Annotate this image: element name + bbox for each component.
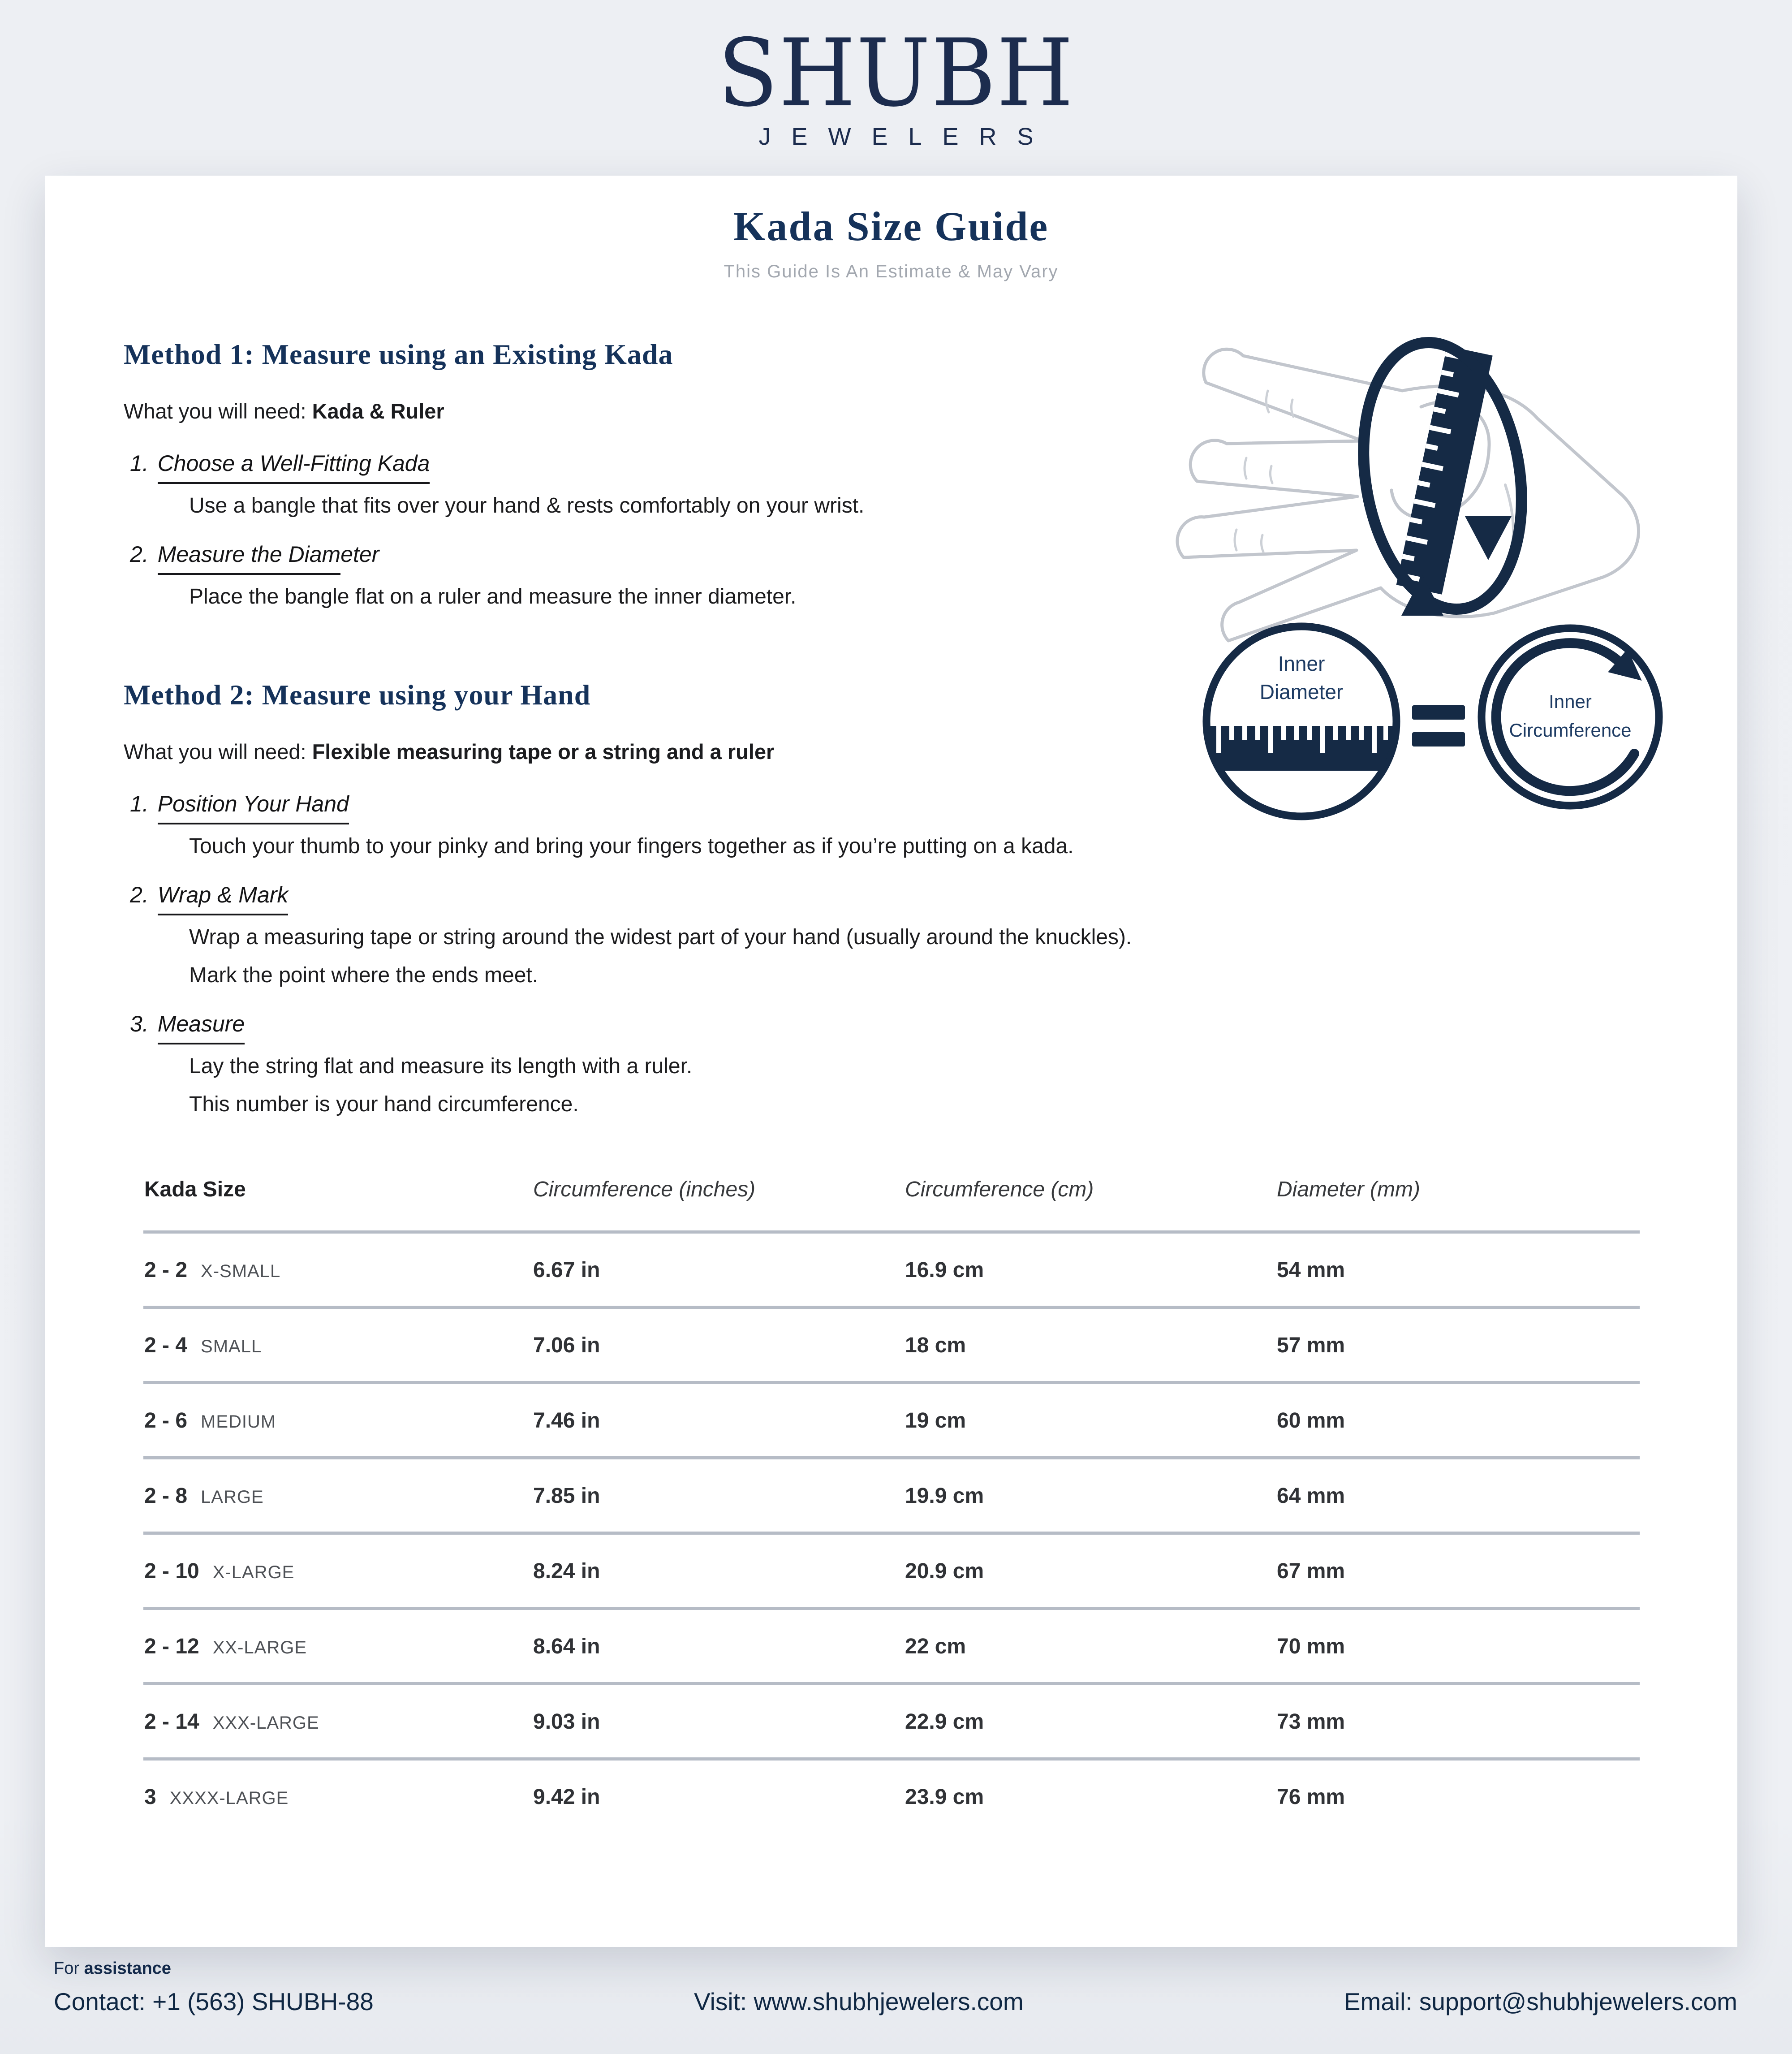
method-1-need-line xyxy=(124,399,1221,423)
step-number: 1. xyxy=(130,791,149,816)
circumference-inches-value: 9.03 in xyxy=(533,1710,600,1734)
brand-logo: SHUBH xyxy=(718,19,1074,128)
circumference-inches-value: 7.46 in xyxy=(533,1409,600,1433)
table-row xyxy=(143,1682,1640,1757)
circumference-inches-value: 9.42 in xyxy=(533,1785,600,1809)
column-header-diameter-mm: Diameter (mm) xyxy=(1277,1178,1420,1201)
need-items: Kada & Ruler xyxy=(312,399,444,423)
step-title-text: Measure xyxy=(158,1011,245,1044)
step-number: 2. xyxy=(130,882,149,907)
circumference-cm-value: 16.9 cm xyxy=(905,1258,984,1282)
inner-circumference-circle xyxy=(1482,628,1659,806)
table-row xyxy=(143,1381,1640,1456)
size-fit-label: XXX-LARGE xyxy=(212,1713,319,1733)
size-cell xyxy=(144,1634,533,1659)
method-2-need-line xyxy=(124,739,1221,764)
circumference-cm-value: 19.9 cm xyxy=(905,1484,984,1508)
footer xyxy=(54,1959,1737,2016)
contact-phone: Contact: +1 (563) SHUBH-88 xyxy=(54,1988,374,2015)
assistance-note xyxy=(54,1959,1737,1978)
step-description: Place the bangle flat on a ruler and measure the inner diameter. xyxy=(189,585,797,608)
step-description: This number is your hand circumference. xyxy=(189,1092,579,1116)
table-row xyxy=(143,1306,1640,1381)
size-fit-label: XXXX-LARGE xyxy=(169,1788,289,1808)
circumference-cm-value: 18 cm xyxy=(905,1333,966,1357)
diameter-mm-value: 70 mm xyxy=(1277,1635,1345,1658)
size-cell xyxy=(144,1408,533,1433)
diameter-mm-value: 76 mm xyxy=(1277,1785,1345,1809)
step-number: 3. xyxy=(130,1011,149,1036)
circumference-inches-value: 7.85 in xyxy=(533,1484,600,1508)
size-code: 2 - 4 xyxy=(144,1333,188,1357)
circumference-inches-value: 8.64 in xyxy=(533,1635,600,1658)
size-cell xyxy=(144,1333,533,1358)
step-description: Wrap a measuring tape or string around the widest part of your hand (usually around the knuckles). xyxy=(189,925,1132,949)
size-cell xyxy=(144,1258,533,1282)
size-cell xyxy=(144,1709,533,1734)
inner-circumference-label-line2: Circumference xyxy=(1509,720,1632,741)
circumference-inches-value: 7.06 in xyxy=(533,1333,600,1357)
size-table xyxy=(143,1177,1640,1833)
diameter-mm-value: 73 mm xyxy=(1277,1710,1345,1734)
table-row xyxy=(143,1230,1640,1306)
size-fit-label: XX-LARGE xyxy=(212,1638,307,1657)
circumference-cm-value: 22.9 cm xyxy=(905,1710,984,1734)
contact-row xyxy=(54,1987,1737,2016)
circumference-inches-value: 6.67 in xyxy=(533,1258,600,1282)
size-table-header xyxy=(143,1177,1640,1230)
page-subtitle: This Guide Is An Estimate & May Vary xyxy=(724,262,1059,281)
assistance-prefix: For xyxy=(54,1959,84,1978)
guide-card xyxy=(45,176,1737,1947)
size-cell xyxy=(144,1559,533,1584)
inner-diameter-label-line2: Diameter xyxy=(1259,680,1344,703)
step-number: 2. xyxy=(130,542,149,567)
size-fit-label: X-LARGE xyxy=(212,1562,295,1582)
need-prefix: What you will need: xyxy=(124,399,312,423)
size-fit-label: MEDIUM xyxy=(201,1412,276,1432)
diameter-mm-value: 60 mm xyxy=(1277,1409,1345,1433)
step-title-text: Position Your Hand xyxy=(158,791,349,824)
size-cell xyxy=(144,1785,533,1809)
step xyxy=(130,1011,1429,1117)
need-items: Flexible measuring tape or a string and a ruler xyxy=(312,740,775,764)
step-title-text: Choose a Well-Fitting Kada xyxy=(158,451,430,484)
size-code: 3 xyxy=(144,1785,156,1809)
size-cell xyxy=(144,1484,533,1508)
contact-website: Visit: www.shubhjewelers.com xyxy=(694,1988,1024,2015)
inner-circumference-label-line1: Inner xyxy=(1549,691,1592,712)
inner-diameter-label-line1: Inner xyxy=(1278,652,1325,675)
hand-outline-icon xyxy=(1177,349,1639,641)
size-code: 2 - 12 xyxy=(144,1635,199,1658)
column-header-circumference-inches: Circumference (inches) xyxy=(533,1178,756,1201)
table-row xyxy=(143,1607,1640,1682)
circumference-cm-value: 19 cm xyxy=(905,1409,966,1433)
size-code: 2 - 14 xyxy=(144,1710,199,1734)
size-code: 2 - 10 xyxy=(144,1559,199,1583)
circumference-cm-value: 23.9 cm xyxy=(905,1785,984,1809)
need-prefix: What you will need: xyxy=(124,740,312,764)
table-row xyxy=(143,1456,1640,1532)
step-title-text: Wrap & Mark xyxy=(158,882,289,915)
step-title-rest: eter xyxy=(340,542,379,567)
circumference-inches-value: 8.24 in xyxy=(533,1559,600,1583)
column-header-circumference-cm: Circumference (cm) xyxy=(905,1178,1094,1201)
table-row xyxy=(143,1532,1640,1607)
ruler-band-icon xyxy=(1206,726,1396,771)
column-header-kada-size: Kada Size xyxy=(144,1178,246,1201)
page-title: Kada Size Guide xyxy=(733,203,1049,249)
equals-sign xyxy=(1412,705,1465,747)
size-code: 2 - 2 xyxy=(144,1258,188,1282)
diameter-mm-value: 64 mm xyxy=(1277,1484,1345,1508)
method-2-heading: Method 2: Measure using your Hand xyxy=(124,679,591,711)
measurement-illustration xyxy=(1089,324,1729,1023)
size-fit-label: X-SMALL xyxy=(201,1261,281,1281)
measurement-illustration-svg xyxy=(1089,324,1729,1023)
brand-header xyxy=(0,0,1792,151)
size-fit-label: SMALL xyxy=(201,1337,262,1356)
method-1-heading: Method 1: Measure using an Existing Kada xyxy=(124,338,673,370)
step-description: Lay the string flat and measure its length with a ruler. xyxy=(189,1054,693,1078)
diameter-mm-value: 67 mm xyxy=(1277,1559,1345,1583)
size-code: 2 - 6 xyxy=(144,1409,188,1433)
step-title-text: Measure the Diam xyxy=(158,542,341,575)
step-description: Mark the point where the ends meet. xyxy=(189,963,538,987)
size-code: 2 - 8 xyxy=(144,1484,188,1508)
circumference-cm-value: 20.9 cm xyxy=(905,1559,984,1583)
diameter-mm-value: 57 mm xyxy=(1277,1333,1345,1357)
circumference-cm-value: 22 cm xyxy=(905,1635,966,1658)
size-fit-label: LARGE xyxy=(201,1487,264,1507)
step-number: 1. xyxy=(130,451,149,476)
inner-diameter-circle xyxy=(1206,626,1396,816)
diameter-mm-value: 54 mm xyxy=(1277,1258,1345,1282)
step-description: Touch your thumb to your pinky and bring your fingers together as if you’re putting on a kada. xyxy=(189,834,1074,858)
brand-tagline: JEWELERS xyxy=(758,123,1054,150)
contact-email: Email: support@shubhjewelers.com xyxy=(1344,1988,1737,2015)
table-row xyxy=(143,1757,1640,1833)
assistance-word: assistance xyxy=(84,1959,171,1978)
step-description: Use a bangle that fits over your hand & rests comfortably on your wrist. xyxy=(189,494,865,518)
